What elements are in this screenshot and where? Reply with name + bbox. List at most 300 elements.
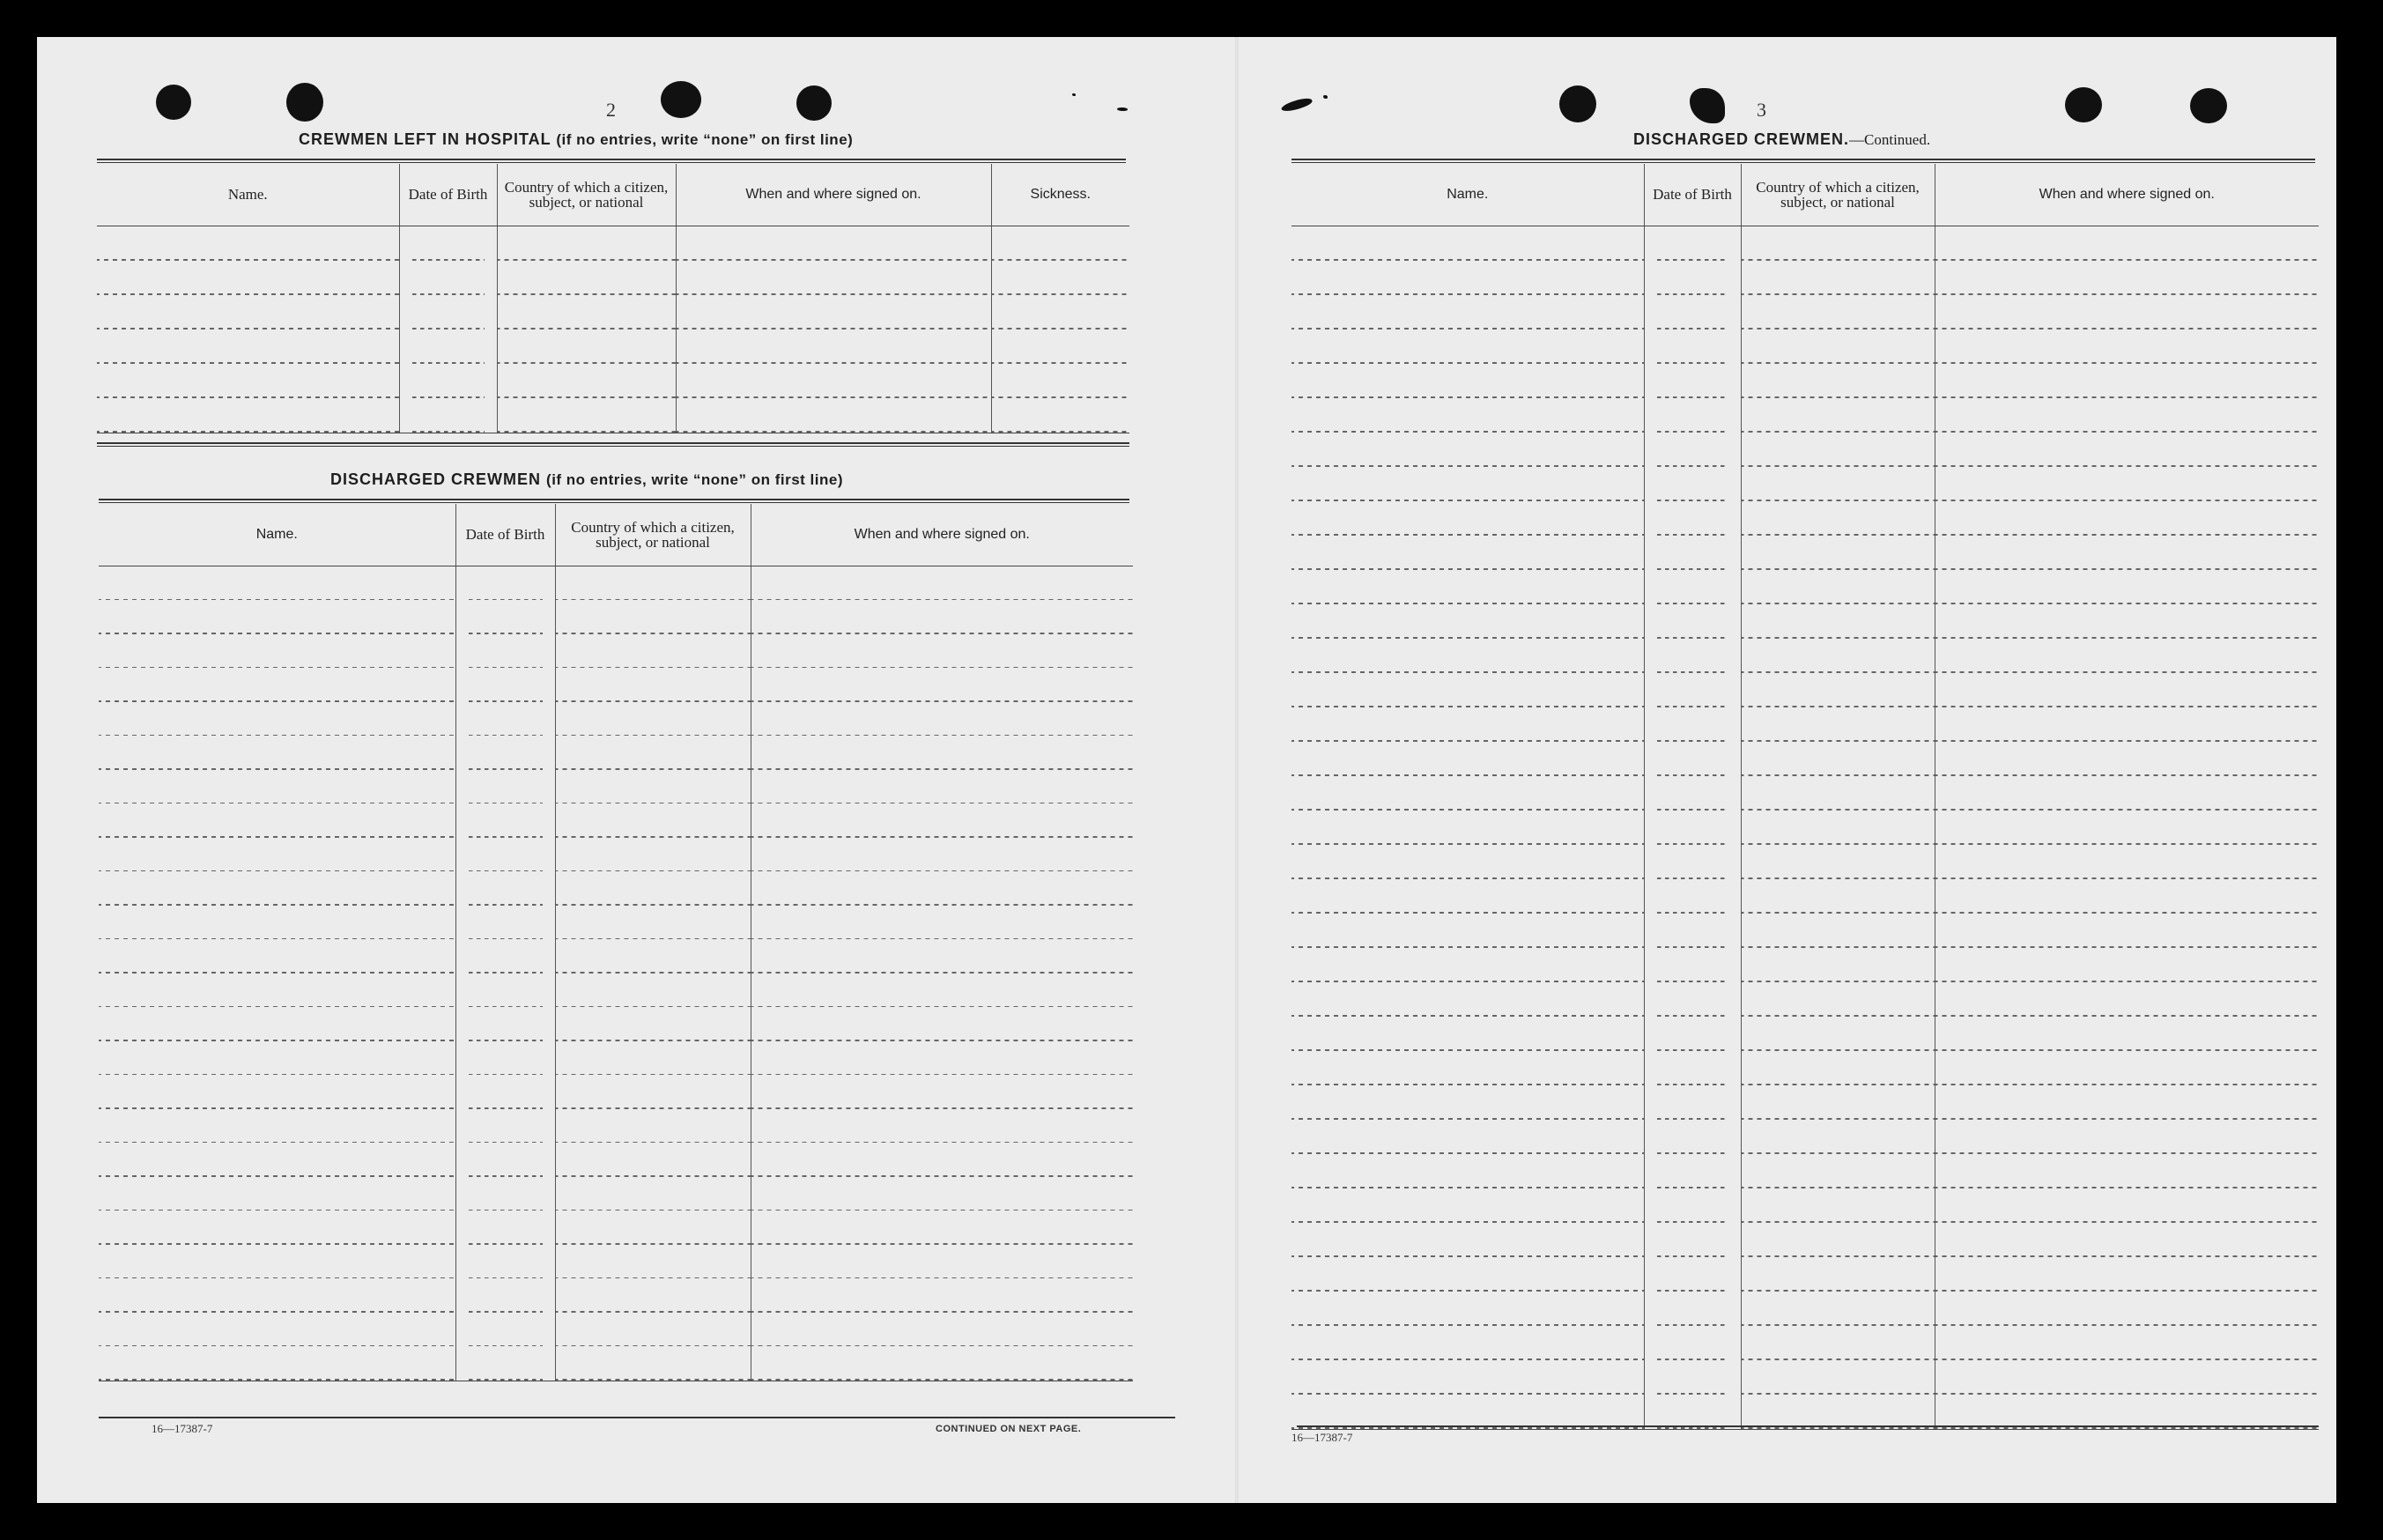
signed-on-cell[interactable] bbox=[1935, 742, 2319, 776]
col-name-header: Name. bbox=[99, 504, 455, 566]
dob-cell[interactable] bbox=[1644, 501, 1741, 536]
name-cell[interactable] bbox=[1291, 948, 1644, 982]
table-row bbox=[1291, 1326, 2319, 1360]
dob-cell[interactable] bbox=[1644, 982, 1741, 1017]
name-cell[interactable] bbox=[1291, 1017, 1644, 1051]
dob-cell[interactable] bbox=[455, 974, 555, 1008]
name-cell[interactable] bbox=[1291, 811, 1644, 845]
country-cell[interactable] bbox=[555, 974, 751, 1008]
dob-cell[interactable] bbox=[399, 226, 497, 261]
page-bottom-rule bbox=[1297, 1425, 2319, 1427]
dob-cell[interactable] bbox=[455, 803, 555, 838]
signed-on-cell[interactable] bbox=[1935, 879, 2319, 914]
dob-cell[interactable] bbox=[1644, 536, 1741, 570]
name-cell[interactable] bbox=[99, 939, 455, 974]
name-cell[interactable] bbox=[99, 1075, 455, 1109]
dob-cell[interactable] bbox=[455, 871, 555, 906]
country-cell[interactable] bbox=[497, 226, 676, 261]
name-cell[interactable] bbox=[97, 226, 399, 261]
country-cell[interactable] bbox=[497, 261, 676, 295]
table-row bbox=[1291, 914, 2319, 948]
page-number: 3 bbox=[1757, 99, 1766, 121]
signed-on-cell[interactable] bbox=[676, 329, 991, 364]
col-signed-on-header: When and where signed on. bbox=[1935, 164, 2319, 226]
name-cell[interactable] bbox=[1291, 364, 1644, 398]
dob-cell[interactable] bbox=[455, 770, 555, 804]
dob-cell[interactable] bbox=[1644, 879, 1741, 914]
signed-on-cell[interactable] bbox=[751, 600, 1133, 634]
signed-on-cell[interactable] bbox=[751, 668, 1133, 702]
country-cell[interactable] bbox=[1741, 948, 1935, 982]
signed-on-cell[interactable] bbox=[676, 398, 991, 433]
table-row bbox=[99, 1346, 1133, 1381]
country-cell[interactable] bbox=[1741, 1360, 1935, 1395]
signed-on-cell[interactable] bbox=[1935, 1154, 2319, 1188]
signed-on-cell[interactable] bbox=[1935, 501, 2319, 536]
name-cell[interactable] bbox=[99, 1313, 455, 1347]
dob-cell[interactable] bbox=[455, 1041, 555, 1076]
name-cell[interactable] bbox=[1291, 1051, 1644, 1085]
country-cell[interactable] bbox=[555, 871, 751, 906]
signed-on-cell[interactable] bbox=[1935, 1017, 2319, 1051]
dob-cell[interactable] bbox=[1644, 295, 1741, 329]
table-row bbox=[1291, 1395, 2319, 1430]
signed-on-cell[interactable] bbox=[751, 1143, 1133, 1177]
dob-cell[interactable] bbox=[399, 398, 497, 433]
name-cell[interactable] bbox=[1291, 1360, 1644, 1395]
dob-cell[interactable] bbox=[399, 364, 497, 398]
country-cell[interactable] bbox=[555, 1177, 751, 1211]
dob-cell[interactable] bbox=[455, 736, 555, 770]
name-cell[interactable] bbox=[1291, 776, 1644, 811]
dob-cell[interactable] bbox=[1644, 1017, 1741, 1051]
signed-on-cell[interactable] bbox=[1935, 845, 2319, 879]
page-number: 2 bbox=[606, 99, 616, 121]
signed-on-cell[interactable] bbox=[1935, 467, 2319, 501]
signed-on-cell[interactable] bbox=[751, 1177, 1133, 1211]
name-cell[interactable] bbox=[97, 261, 399, 295]
signed-on-cell[interactable] bbox=[1935, 226, 2319, 261]
country-cell[interactable] bbox=[1741, 398, 1935, 433]
country-cell[interactable] bbox=[1741, 1326, 1935, 1360]
dob-cell[interactable] bbox=[1644, 673, 1741, 707]
country-cell[interactable] bbox=[1741, 1395, 1935, 1430]
dob-cell[interactable] bbox=[1644, 1223, 1741, 1257]
dob-cell[interactable] bbox=[1644, 226, 1741, 261]
name-cell[interactable] bbox=[99, 1109, 455, 1144]
name-cell[interactable] bbox=[1291, 226, 1644, 261]
signed-on-cell[interactable] bbox=[751, 974, 1133, 1008]
signed-on-cell[interactable] bbox=[676, 364, 991, 398]
dob-cell[interactable] bbox=[455, 634, 555, 669]
name-cell[interactable] bbox=[99, 1245, 455, 1279]
name-cell[interactable] bbox=[99, 871, 455, 906]
dob-cell[interactable] bbox=[1644, 1395, 1741, 1430]
col-country-header: Country of which a citizen, subject, or national bbox=[1741, 164, 1935, 226]
country-cell[interactable] bbox=[1741, 1017, 1935, 1051]
name-cell[interactable] bbox=[1291, 639, 1644, 673]
table-row bbox=[97, 261, 1129, 295]
country-cell[interactable] bbox=[555, 1245, 751, 1279]
name-cell[interactable] bbox=[97, 398, 399, 433]
dob-cell[interactable] bbox=[1644, 914, 1741, 948]
country-cell[interactable] bbox=[555, 668, 751, 702]
signed-on-cell[interactable] bbox=[751, 1075, 1133, 1109]
signed-on-cell[interactable] bbox=[1935, 982, 2319, 1017]
dob-cell[interactable] bbox=[455, 1075, 555, 1109]
dob-cell[interactable] bbox=[1644, 1257, 1741, 1292]
dob-cell[interactable] bbox=[455, 668, 555, 702]
name-cell[interactable] bbox=[97, 329, 399, 364]
signed-on-cell[interactable] bbox=[1935, 776, 2319, 811]
signed-on-cell[interactable] bbox=[751, 1041, 1133, 1076]
name-cell[interactable] bbox=[97, 364, 399, 398]
dob-cell[interactable] bbox=[455, 1245, 555, 1279]
country-cell[interactable] bbox=[1741, 1154, 1935, 1188]
country-cell[interactable] bbox=[555, 1278, 751, 1313]
dob-cell[interactable] bbox=[1644, 639, 1741, 673]
name-cell[interactable] bbox=[1291, 1395, 1644, 1430]
table-row bbox=[1291, 1017, 2319, 1051]
col-country-header: Country of which a citizen, subject, or national bbox=[497, 164, 676, 226]
sickness-cell[interactable] bbox=[991, 226, 1129, 261]
name-cell[interactable] bbox=[99, 1041, 455, 1076]
signed-on-cell[interactable] bbox=[1935, 433, 2319, 467]
dob-cell[interactable] bbox=[455, 1278, 555, 1313]
country-cell[interactable] bbox=[555, 1007, 751, 1041]
sickness-cell[interactable] bbox=[991, 398, 1129, 433]
dob-cell[interactable] bbox=[1644, 811, 1741, 845]
country-cell[interactable] bbox=[555, 1109, 751, 1144]
signed-on-cell[interactable] bbox=[1935, 948, 2319, 982]
name-cell[interactable] bbox=[1291, 433, 1644, 467]
country-cell[interactable] bbox=[1741, 467, 1935, 501]
dob-cell[interactable] bbox=[1644, 329, 1741, 364]
signed-on-cell[interactable] bbox=[1935, 570, 2319, 604]
name-cell[interactable] bbox=[1291, 1326, 1644, 1360]
country-cell[interactable] bbox=[555, 736, 751, 770]
name-cell[interactable] bbox=[1291, 1257, 1644, 1292]
country-cell[interactable] bbox=[555, 939, 751, 974]
name-cell[interactable] bbox=[1291, 1223, 1644, 1257]
dob-cell[interactable] bbox=[1644, 742, 1741, 776]
country-cell[interactable] bbox=[555, 634, 751, 669]
country-cell[interactable] bbox=[497, 364, 676, 398]
country-cell[interactable] bbox=[1741, 1292, 1935, 1326]
table-row bbox=[1291, 982, 2319, 1017]
country-cell[interactable] bbox=[555, 566, 751, 600]
name-cell[interactable] bbox=[1291, 845, 1644, 879]
table-row bbox=[99, 906, 1133, 940]
signed-on-cell[interactable] bbox=[1935, 673, 2319, 707]
dob-cell[interactable] bbox=[1644, 1154, 1741, 1188]
name-cell[interactable] bbox=[99, 736, 455, 770]
country-cell[interactable] bbox=[1741, 1085, 1935, 1120]
name-cell[interactable] bbox=[1291, 879, 1644, 914]
dob-cell[interactable] bbox=[455, 1313, 555, 1347]
table-row bbox=[99, 702, 1133, 737]
signed-on-cell[interactable] bbox=[1935, 1223, 2319, 1257]
dob-cell[interactable] bbox=[455, 566, 555, 600]
signed-on-cell[interactable] bbox=[1935, 1120, 2319, 1154]
country-cell[interactable] bbox=[1741, 570, 1935, 604]
dob-cell[interactable] bbox=[455, 600, 555, 634]
name-cell[interactable] bbox=[97, 295, 399, 329]
country-cell[interactable] bbox=[555, 1075, 751, 1109]
signed-on-cell[interactable] bbox=[676, 261, 991, 295]
signed-on-cell[interactable] bbox=[1935, 914, 2319, 948]
table-row bbox=[1291, 433, 2319, 467]
dob-cell[interactable] bbox=[455, 1177, 555, 1211]
name-cell[interactable] bbox=[1291, 329, 1644, 364]
name-cell[interactable] bbox=[99, 1346, 455, 1381]
name-cell[interactable] bbox=[99, 838, 455, 872]
signed-on-cell[interactable] bbox=[1935, 1292, 2319, 1326]
dob-cell[interactable] bbox=[1644, 707, 1741, 742]
signed-on-cell[interactable] bbox=[1935, 536, 2319, 570]
country-cell[interactable] bbox=[1741, 433, 1935, 467]
country-cell[interactable] bbox=[1741, 501, 1935, 536]
country-cell[interactable] bbox=[555, 600, 751, 634]
country-cell[interactable] bbox=[555, 770, 751, 804]
country-cell[interactable] bbox=[497, 329, 676, 364]
page-bottom-rule bbox=[99, 1417, 1175, 1418]
name-cell[interactable] bbox=[1291, 295, 1644, 329]
country-cell[interactable] bbox=[1741, 982, 1935, 1017]
country-cell[interactable] bbox=[555, 1041, 751, 1076]
country-cell[interactable] bbox=[1741, 1051, 1935, 1085]
signed-on-cell[interactable] bbox=[751, 871, 1133, 906]
punch-hole bbox=[2065, 87, 2102, 122]
signed-on-cell[interactable] bbox=[1935, 811, 2319, 845]
dob-cell[interactable] bbox=[1644, 1326, 1741, 1360]
dob-cell[interactable] bbox=[455, 1143, 555, 1177]
name-cell[interactable] bbox=[1291, 536, 1644, 570]
dob-cell[interactable] bbox=[1644, 1188, 1741, 1223]
dob-cell[interactable] bbox=[1644, 364, 1741, 398]
country-cell[interactable] bbox=[1741, 1120, 1935, 1154]
signed-on-cell[interactable] bbox=[751, 1211, 1133, 1245]
signed-on-cell[interactable] bbox=[1935, 1085, 2319, 1120]
name-cell[interactable] bbox=[1291, 501, 1644, 536]
signed-on-cell[interactable] bbox=[751, 838, 1133, 872]
name-cell[interactable] bbox=[1291, 982, 1644, 1017]
signed-on-cell[interactable] bbox=[751, 736, 1133, 770]
name-cell[interactable] bbox=[99, 1177, 455, 1211]
country-cell[interactable] bbox=[1741, 261, 1935, 295]
punch-hole bbox=[286, 83, 323, 122]
country-cell[interactable] bbox=[555, 838, 751, 872]
country-cell[interactable] bbox=[1741, 1223, 1935, 1257]
name-cell[interactable] bbox=[1291, 1120, 1644, 1154]
signed-on-cell[interactable] bbox=[1935, 398, 2319, 433]
name-cell[interactable] bbox=[1291, 570, 1644, 604]
country-cell[interactable] bbox=[1741, 364, 1935, 398]
name-cell[interactable] bbox=[99, 600, 455, 634]
country-cell[interactable] bbox=[1741, 776, 1935, 811]
country-cell[interactable] bbox=[1741, 604, 1935, 639]
country-cell[interactable] bbox=[1741, 536, 1935, 570]
country-cell[interactable] bbox=[1741, 914, 1935, 948]
dob-cell[interactable] bbox=[1644, 1292, 1741, 1326]
country-cell[interactable] bbox=[1741, 1257, 1935, 1292]
country-cell[interactable] bbox=[1741, 1188, 1935, 1223]
table-row bbox=[99, 1278, 1133, 1313]
name-cell[interactable] bbox=[1291, 707, 1644, 742]
discharged-section-title bbox=[330, 470, 843, 489]
country-cell[interactable] bbox=[1741, 226, 1935, 261]
country-cell[interactable] bbox=[555, 1313, 751, 1347]
signed-on-cell[interactable] bbox=[751, 770, 1133, 804]
name-cell[interactable] bbox=[99, 906, 455, 940]
name-cell[interactable] bbox=[1291, 742, 1644, 776]
signed-on-cell[interactable] bbox=[1935, 295, 2319, 329]
dob-cell[interactable] bbox=[455, 838, 555, 872]
signed-on-cell[interactable] bbox=[1935, 1257, 2319, 1292]
country-cell[interactable] bbox=[555, 702, 751, 737]
signed-on-cell[interactable] bbox=[1935, 639, 2319, 673]
signed-on-cell[interactable] bbox=[751, 1245, 1133, 1279]
name-cell[interactable] bbox=[1291, 398, 1644, 433]
name-cell[interactable] bbox=[1291, 1292, 1644, 1326]
signed-on-cell[interactable] bbox=[751, 1346, 1133, 1381]
name-cell[interactable] bbox=[1291, 673, 1644, 707]
dob-cell[interactable] bbox=[1644, 261, 1741, 295]
table-row bbox=[99, 770, 1133, 804]
right-page bbox=[1239, 37, 2336, 1503]
country-cell[interactable] bbox=[555, 1346, 751, 1381]
signed-on-cell[interactable] bbox=[1935, 707, 2319, 742]
country-cell[interactable] bbox=[1741, 845, 1935, 879]
table-row bbox=[1291, 261, 2319, 295]
country-cell[interactable] bbox=[555, 803, 751, 838]
country-cell[interactable] bbox=[1741, 329, 1935, 364]
signed-on-cell[interactable] bbox=[1935, 261, 2319, 295]
signed-on-cell[interactable] bbox=[751, 566, 1133, 600]
name-cell[interactable] bbox=[99, 974, 455, 1008]
dob-cell[interactable] bbox=[455, 702, 555, 737]
dob-cell[interactable] bbox=[455, 906, 555, 940]
signed-on-cell[interactable] bbox=[1935, 329, 2319, 364]
dob-cell[interactable] bbox=[399, 329, 497, 364]
dob-cell[interactable] bbox=[455, 1109, 555, 1144]
signed-on-cell[interactable] bbox=[751, 1007, 1133, 1041]
name-cell[interactable] bbox=[99, 1278, 455, 1313]
dob-cell[interactable] bbox=[455, 1007, 555, 1041]
signed-on-cell[interactable] bbox=[751, 1313, 1133, 1347]
table-row bbox=[1291, 226, 2319, 261]
dob-cell[interactable] bbox=[1644, 433, 1741, 467]
signed-on-cell[interactable] bbox=[751, 1109, 1133, 1144]
dob-cell[interactable] bbox=[1644, 604, 1741, 639]
country-cell[interactable] bbox=[1741, 742, 1935, 776]
signed-on-cell[interactable] bbox=[1935, 364, 2319, 398]
name-cell[interactable] bbox=[99, 668, 455, 702]
dob-cell[interactable] bbox=[1644, 1051, 1741, 1085]
dob-cell[interactable] bbox=[1644, 1360, 1741, 1395]
dob-cell[interactable] bbox=[1644, 467, 1741, 501]
continued-note: CONTINUED ON NEXT PAGE. bbox=[936, 1424, 1082, 1434]
signed-on-cell[interactable] bbox=[1935, 1395, 2319, 1430]
name-cell[interactable] bbox=[1291, 1085, 1644, 1120]
signed-on-cell[interactable] bbox=[751, 702, 1133, 737]
dob-cell[interactable] bbox=[399, 295, 497, 329]
country-cell[interactable] bbox=[497, 398, 676, 433]
dob-cell[interactable] bbox=[1644, 1120, 1741, 1154]
punch-hole bbox=[661, 81, 701, 118]
sickness-cell[interactable] bbox=[991, 261, 1129, 295]
signed-on-cell[interactable] bbox=[751, 1278, 1133, 1313]
signed-on-cell[interactable] bbox=[1935, 1360, 2319, 1395]
name-cell[interactable] bbox=[99, 634, 455, 669]
country-cell[interactable] bbox=[1741, 811, 1935, 845]
dob-cell[interactable] bbox=[455, 939, 555, 974]
right-section-title bbox=[1633, 130, 1930, 149]
sickness-cell[interactable] bbox=[991, 329, 1129, 364]
dob-cell[interactable] bbox=[399, 261, 497, 295]
signed-on-cell[interactable] bbox=[1935, 1326, 2319, 1360]
name-cell[interactable] bbox=[99, 770, 455, 804]
name-cell[interactable] bbox=[1291, 1154, 1644, 1188]
signed-on-cell[interactable] bbox=[751, 634, 1133, 669]
dob-cell[interactable] bbox=[455, 1211, 555, 1245]
dob-cell[interactable] bbox=[1644, 1085, 1741, 1120]
name-cell[interactable] bbox=[99, 1143, 455, 1177]
dob-cell[interactable] bbox=[1644, 570, 1741, 604]
dob-cell[interactable] bbox=[1644, 845, 1741, 879]
signed-on-cell[interactable] bbox=[751, 803, 1133, 838]
table-row bbox=[1291, 329, 2319, 364]
table-row bbox=[1291, 295, 2319, 329]
signed-on-cell[interactable] bbox=[676, 226, 991, 261]
signed-on-cell[interactable] bbox=[1935, 1051, 2319, 1085]
country-cell[interactable] bbox=[497, 295, 676, 329]
signed-on-cell[interactable] bbox=[1935, 604, 2319, 639]
signed-on-cell[interactable] bbox=[676, 295, 991, 329]
right-title-suffix: —Continued. bbox=[1849, 131, 1931, 148]
country-cell[interactable] bbox=[1741, 673, 1935, 707]
country-cell[interactable] bbox=[555, 1211, 751, 1245]
sickness-cell[interactable] bbox=[991, 364, 1129, 398]
country-cell[interactable] bbox=[555, 906, 751, 940]
signed-on-cell[interactable] bbox=[751, 906, 1133, 940]
name-cell[interactable] bbox=[1291, 467, 1644, 501]
country-cell[interactable] bbox=[1741, 879, 1935, 914]
dob-cell[interactable] bbox=[1644, 776, 1741, 811]
country-cell[interactable] bbox=[1741, 295, 1935, 329]
country-cell[interactable] bbox=[1741, 639, 1935, 673]
name-cell[interactable] bbox=[99, 702, 455, 737]
signed-on-cell[interactable] bbox=[751, 939, 1133, 974]
name-cell[interactable] bbox=[99, 803, 455, 838]
name-cell[interactable] bbox=[99, 566, 455, 600]
name-cell[interactable] bbox=[1291, 1188, 1644, 1223]
table-row bbox=[1291, 742, 2319, 776]
name-cell[interactable] bbox=[1291, 914, 1644, 948]
signed-on-cell[interactable] bbox=[1935, 1188, 2319, 1223]
dob-cell[interactable] bbox=[1644, 948, 1741, 982]
country-cell[interactable] bbox=[1741, 707, 1935, 742]
hospital-title-text: CREWMEN LEFT IN HOSPITAL bbox=[299, 130, 551, 148]
name-cell[interactable] bbox=[99, 1007, 455, 1041]
name-cell[interactable] bbox=[1291, 604, 1644, 639]
name-cell[interactable] bbox=[1291, 261, 1644, 295]
sickness-cell[interactable] bbox=[991, 295, 1129, 329]
country-cell[interactable] bbox=[555, 1143, 751, 1177]
dob-cell[interactable] bbox=[455, 1346, 555, 1381]
dob-cell[interactable] bbox=[1644, 398, 1741, 433]
name-cell[interactable] bbox=[99, 1211, 455, 1245]
